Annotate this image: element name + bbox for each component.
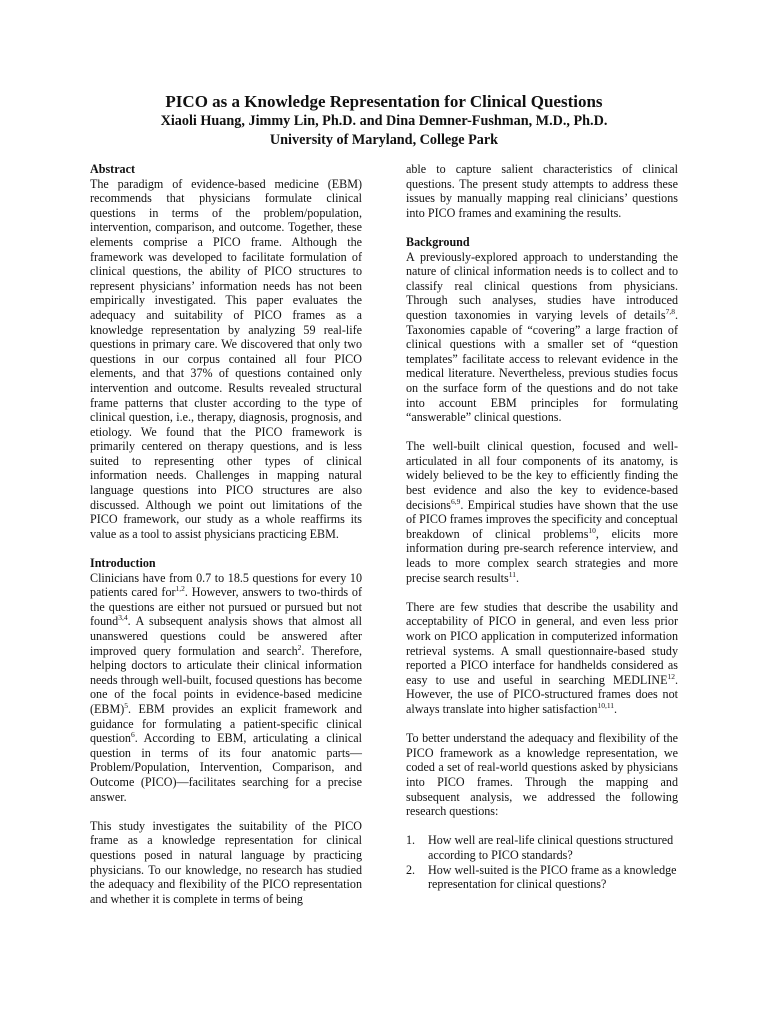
paper-authors: Xiaoli Huang, Jimmy Lin, Ph.D. and Dina Demner-Fushman, M.D., Ph.D.	[160, 113, 608, 129]
bg-p3-text-b: . However, the use of PICO-structured frames does not always translate into higher satisfaction	[406, 672, 678, 716]
citation-ref: 7,8	[665, 306, 675, 316]
research-question-item	[406, 863, 678, 892]
research-question-text: How well-suited is the PICO frame as a knowledge representation for clinical questions?	[428, 862, 677, 892]
background-paragraph-4: To better understand the adequacy and flexibility of the PICO framework as a knowledge representation, we coded a set of real-world questions asked by physicians into PICO frames. Through the mapping and subsequent analysis, we addressed the following research questions:	[406, 731, 678, 819]
intro-p1-text-d: . Therefore, helping doctors to articulate their clinical information needs through well-built, focused questions has become one of the focal points in evidence-based medicine (EBM)	[90, 643, 362, 716]
background-paragraph-3	[406, 600, 678, 717]
background-paragraph-1	[406, 250, 678, 425]
citation-ref: 2	[297, 642, 302, 652]
bg-p2-text-a: The well-built clinical question, focused and well-articulated in all four components of its anatomy, is widely believed to be the key to efficiently finding the best evidence and also the key to evidence-based decisions	[406, 439, 678, 512]
research-question-number: 2.	[406, 862, 416, 877]
paragraph-gap	[406, 220, 678, 235]
bg-p2-text-c: , elicits more information during pre-search reference interview, and leads to more complex search strategies and more precise search results	[406, 526, 678, 585]
intro-p1-text-a: Clinicians have from 0.7 to 18.5 questions for every 10 patients cared for	[90, 570, 362, 600]
citation-ref: 11	[508, 569, 516, 579]
research-question-text: How well are real-life clinical questions structured according to PICO standards?	[428, 833, 674, 862]
citation-ref: 1,2	[175, 584, 185, 594]
citation-ref: 6	[130, 730, 135, 740]
paper-affiliation: University of Maryland, College Park	[269, 132, 499, 148]
bg-p1-text-a: A previously-explored approach to understanding the nature of clinical information needs is to collect and to classify real clinical questions from physicians. Through such analyses, studies have introduced question taxonomies in varying levels of details	[406, 249, 678, 322]
bg-p1-text-b: . Taxonomies capable of “covering” a large fraction of clinical questions with a smaller set of “question templates” facilitate access to relevant evidence in the medical literature. Nevertheless, previous studies focus on the surface form of the questions and do not take into account EBM principles for formulating “answerable” clinical questions.	[406, 307, 678, 425]
right-column	[406, 162, 678, 892]
research-question-item	[406, 833, 678, 862]
abstract-heading: Abstract	[90, 162, 136, 176]
background-paragraph-2	[406, 439, 678, 585]
bg-p2-text-d: .	[515, 570, 520, 585]
paragraph-gap	[90, 804, 362, 819]
citation-ref: 12	[667, 671, 675, 681]
citation-ref: 6,9	[451, 496, 461, 506]
paragraph-gap	[406, 425, 678, 440]
title-block	[60, 92, 708, 150]
abstract-text: The paradigm of evidence-based medicine (EBM) recommends that physicians formulate clinical questions in terms of the problem/population, intervention, comparison, and outcome. Together, these elements comprise a PICO frame. Although the framework was developed to facilitate formulation of clinical questions, the ability of PICO structures to represent physicians’ information needs has not been empirically investigated. This paper evaluates the adequacy and suitability of PICO frames as a knowledge representation by analyzing 59 real-life questions in primary care. We discovered that only two questions in our corpus contained all four PICO elements, and that 37% of questions contained only intervention and outcome. Results revealed structural frame patterns that cluster according to the type of clinical question, i.e., therapy, diagnosis, prognosis, and etiology. We found that the PICO framework is primarily centered on therapy questions, and is less suited to representing other types of clinical information needs. Challenges in mapping natural language questions into PICO structures are also discussed. Although we point out limitations of the PICO framework, our study as a whole reaffirms its value as a tool to assist physicians practicing EBM.	[90, 176, 362, 541]
citation-ref: 5	[124, 700, 129, 710]
intro-p1-text-c: . A subsequent analysis shows that almost all unanswered questions could be answered after improved query formulation and search	[90, 614, 362, 658]
research-question-number: 1.	[406, 833, 416, 848]
background-heading: Background	[406, 234, 470, 249]
bg-p2-text-b: . Empirical studies have shown that the use of PICO frames improves the specificity and conceptual breakdown of clinical problems	[406, 497, 678, 541]
paragraph-gap	[90, 541, 362, 556]
paragraph-gap	[406, 717, 678, 732]
paragraph-gap	[406, 819, 678, 834]
bg-p3-text-a: There are few studies that describe the usability and acceptability of PICO in general, and even less prior work on PICO application in computerized information retrieval systems. A small questionnaire-based study reported a PICO interface for handhelds considered as easy to use and useful in searching MEDLINE	[406, 599, 678, 687]
bg-p3-text-c: .	[614, 701, 618, 716]
citation-ref: 3,4	[118, 613, 128, 623]
paragraph-gap	[406, 585, 678, 600]
research-questions-list	[406, 833, 678, 891]
introduction-paragraph-1	[90, 571, 362, 805]
introduction-heading: Introduction	[90, 556, 156, 571]
intro-p1-text-f: . According to EBM, articulating a clinical question in terms of its four anatomic parts—Problem/Population, Intervention, Comparison, and Outcome (PICO)—facilitates searching for a precise answer.	[90, 731, 362, 804]
paper-title: PICO as a Knowledge Representation for Clinical Questions	[165, 92, 603, 111]
citation-ref: 10,11	[597, 700, 615, 710]
citation-ref: 10	[588, 525, 596, 535]
introduction-paragraph-2-continued: able to capture salient characteristics of clinical questions. The present study attempts to address these issues by manually mapping real clinicians’ questions into PICO frames and examining the results.	[406, 162, 678, 220]
intro-p1-text-b: . However, answers to two-thirds of the questions are either not pursued or pursued but not found	[90, 585, 362, 629]
left-column	[90, 162, 362, 906]
intro-p1-text-e: . EBM provides an explicit framework and guidance for formulating a patient-specific clinical question	[90, 701, 362, 746]
introduction-paragraph-2: This study investigates the suitability of the PICO frame as a knowledge representation for clinical questions posed in natural language by practicing physicians. To our knowledge, no research has studied the adequacy and flexibility of the PICO representation and whether it is complete in terms of being	[90, 818, 362, 906]
